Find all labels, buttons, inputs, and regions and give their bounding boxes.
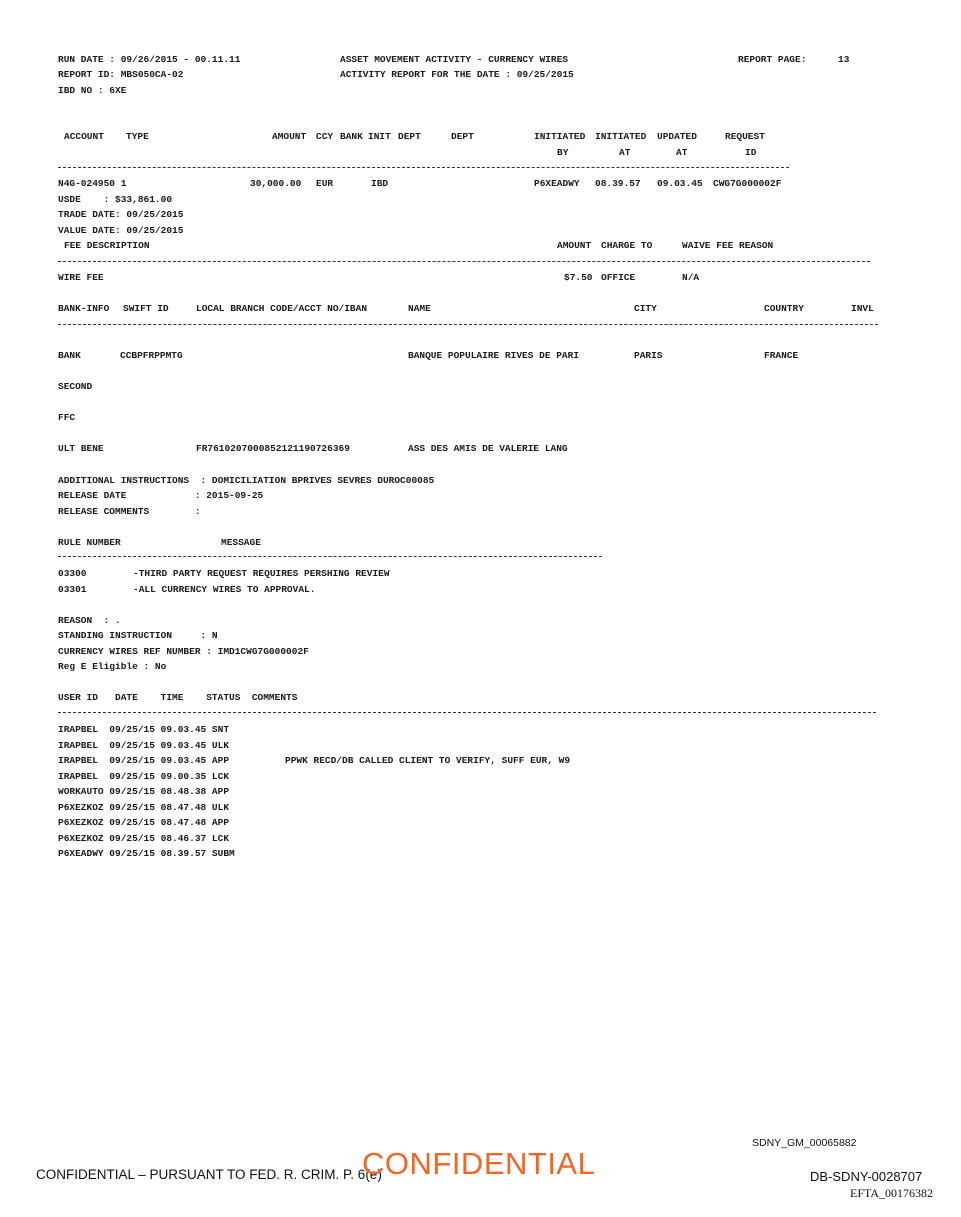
fee-amount: $7.50 [564,272,593,283]
reason: REASON : . [58,615,121,626]
confidential-stamp: CONFIDENTIAL [362,1146,596,1181]
record-request-id: CWG7G000002F [713,178,782,189]
bates-number: SDNY_GM_00065882 [752,1137,857,1149]
col-updated: UPDATED [657,131,697,142]
col-amount: AMOUNT [272,131,307,142]
col-at-2: AT [676,147,688,158]
record-ccy: EUR [316,178,334,189]
rule-number-label: RULE NUMBER [58,537,121,548]
report-id: REPORT ID: MBS050CA-02 [58,69,184,80]
ult-bene-name: ASS DES AMIS DE VALERIE LANG [408,443,568,454]
bank-country: FRANCE [764,350,799,361]
log-comment: PPWK RECD/DB CALLED CLIENT TO VERIFY, SUFF EUR, W9 [285,755,571,766]
record-initiated-by: P6XEADWY [534,178,580,189]
fee-charge-to: OFFICE [601,272,636,283]
run-date: RUN DATE : 09/26/2015 - 00.11.11 [58,54,241,65]
report-page-label: REPORT PAGE: [738,54,807,65]
trade-date: TRADE DATE: 09/25/2015 [58,209,184,220]
log-row: P6XEZKOZ 09/25/15 08.47.48 ULK [58,802,230,813]
log-divider [58,712,876,713]
fee-divider [58,261,870,262]
report-title: ASSET MOVEMENT ACTIVITY - CURRENCY WIRES [340,54,569,65]
bank-divider [58,324,878,325]
account-number: N4G-024950 1 [58,178,127,189]
bank-swift: CCBPFRPPMTG [120,350,183,361]
col-bank: BANK [340,131,363,142]
rule-number: 03300 [58,568,87,579]
col-dept-1: DEPT [398,131,421,142]
additional-instructions: ADDITIONAL INSTRUCTIONS : DOMICILIATION BPRIVES SEVRES DUROC00085 [58,475,435,486]
bank-name: BANQUE POPULAIRE RIVES DE PARI [408,350,580,361]
col-init: INIT [368,131,391,142]
swift-id-label: SWIFT ID [123,303,169,314]
db-sdny-number: DB-SDNY-0028707 [810,1169,923,1184]
log-row: WORKAUTO 09/25/15 08.48.38 APP [58,786,230,797]
log-row: IRAPBEL 09/25/15 09.03.45 SNT [58,724,230,735]
bank-info-label: BANK-INFO [58,303,110,314]
release-date: RELEASE DATE : 2015-09-25 [58,490,264,501]
ffc-label: FFC [58,412,76,423]
message-label: MESSAGE [221,537,261,548]
fee-charge-to-label: CHARGE TO [601,240,653,251]
ibd-no: IBD NO : 6XE [58,85,127,96]
col-account: ACCOUNT [64,131,104,142]
record-amount: 30,000.00 [250,178,302,189]
col-initiated-2: INITIATED [595,131,647,142]
bank-label: BANK [58,350,81,361]
report-page-number: 13 [838,54,850,65]
log-row: P6XEZKOZ 09/25/15 08.46.37 LCK [58,833,230,844]
rule-message: -ALL CURRENCY WIRES TO APPROVAL. [133,584,316,595]
col-dept-2: DEPT [451,131,474,142]
log-row: P6XEZKOZ 09/25/15 08.47.48 APP [58,817,230,828]
col-type: TYPE [126,131,149,142]
col-request: REQUEST [725,131,765,142]
invl-label: INVL [851,303,874,314]
bank-city: PARIS [634,350,663,361]
value-date: VALUE DATE: 09/25/2015 [58,225,184,236]
ult-bene-label: ULT BENE [58,443,104,454]
rules-divider [58,556,602,557]
name-label: NAME [408,303,431,314]
log-row: IRAPBEL 09/25/15 09.03.45 ULK [58,740,230,751]
fee-amount-label: AMOUNT [557,240,592,251]
release-comments: RELEASE COMMENTS : [58,506,201,517]
col-initiated-1: INITIATED [534,131,586,142]
rule-message: -THIRD PARTY REQUEST REQUIRES PERSHING REVIEW [133,568,390,579]
second-label: SECOND [58,381,93,392]
fee-waive-reason: N/A [682,272,700,283]
country-label: COUNTRY [764,303,804,314]
report-subtitle: ACTIVITY REPORT FOR THE DATE : 09/25/2015 [340,69,574,80]
header-divider [58,167,789,168]
standing-instruction: STANDING INSTRUCTION : N [58,630,218,641]
usde-amount: USDE : $33,861.00 [58,194,173,205]
efta-number: EFTA_00176382 [850,1186,934,1200]
record-updated-at: 09.03.45 [657,178,703,189]
log-row: P6XEADWY 09/25/15 08.39.57 SUBM [58,848,235,859]
col-id: ID [745,147,757,158]
rule-number: 03301 [58,584,87,595]
record-dept: IBD [371,178,389,189]
local-branch-label: LOCAL BRANCH CODE/ACCT NO/IBAN [196,303,368,314]
col-at-1: AT [619,147,631,158]
fee-description-label: FEE DESCRIPTION [64,240,150,251]
col-by: BY [557,147,569,158]
col-ccy: CCY [316,131,334,142]
log-header: USER ID DATE TIME STATUS COMMENTS [58,692,298,703]
city-label: CITY [634,303,657,314]
fee-waive-label: WAIVE FEE REASON [682,240,774,251]
reg-e-eligible: Reg E Eligible : No [58,661,167,672]
fee-description: WIRE FEE [58,272,104,283]
ult-bene-iban: FR7610207000852121190726369 [196,443,350,454]
record-initiated-at: 08.39.57 [595,178,641,189]
log-row: IRAPBEL 09/25/15 09.03.45 APP [58,755,230,766]
currency-wires-ref: CURRENCY WIRES REF NUMBER : IMD1CWG7G000002F [58,646,309,657]
confidential-notice: CONFIDENTIAL – PURSUANT TO FED. R. CRIM. P. 6(e) [36,1167,382,1182]
log-row: IRAPBEL 09/25/15 09.00.35 LCK [58,771,230,782]
